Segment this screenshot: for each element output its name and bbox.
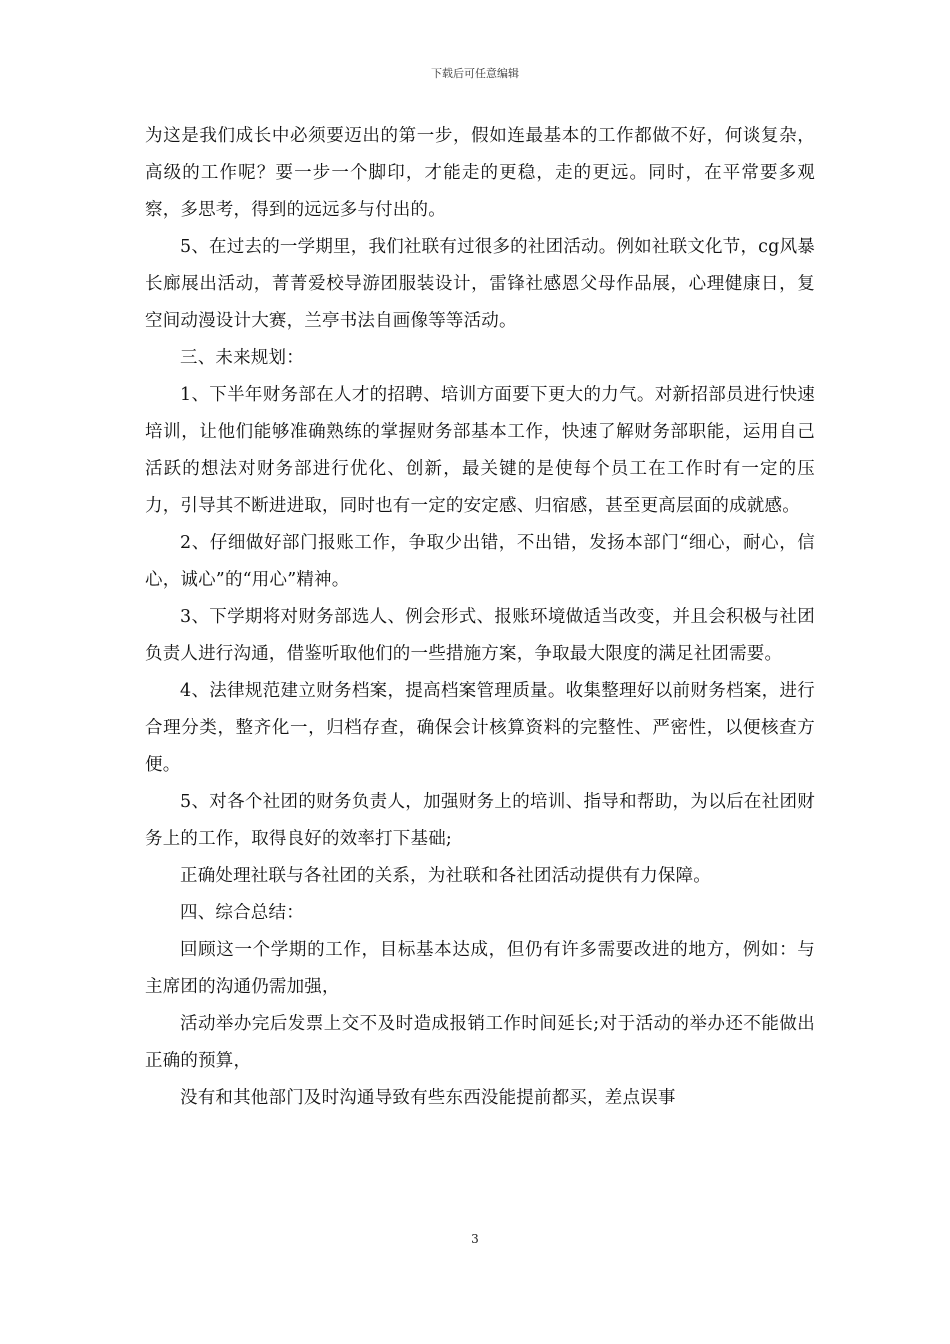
paragraph-plan-5: 5、对各个社团的财务负责人，加强财务上的培训、指导和帮助，为以后在社团财务上的工作，取得良好的效率打下基础;	[145, 792, 815, 849]
section-heading-summary: 四、综合总结：	[180, 903, 304, 923]
paragraph-activities: 5、在过去的一学期里，我们社联有过很多的社团活动。例如社联文化节，cg风暴长廊展出活动，菁菁爱校导游团服装设计，雷锋社感恩父母作品展，心理健康日，复空间动漫设计大赛，兰亭书法自画像等等活动。	[145, 237, 815, 331]
paragraph-plan-1: 1、下半年财务部在人才的招聘、培训方面要下更大的力气。对新招部员进行快速培训，让他们能够准确熟练的掌握财务部基本工作，快速了解财务部职能，运用自己活跃的想法对财务部进行优化、创新，最关键的是使每个员工在工作时有一定的压力，引导其不断进进取，同时也有一定的安定感、归宿感，甚至更高层面的成就感。	[145, 385, 815, 516]
paragraph-summary-2: 活动举办完后发票上交不及时造成报销工作时间延长;对于活动的举办还不能做出正确的预算，	[145, 1014, 815, 1071]
paragraph-continuation: 为这是我们成长中必须要迈出的第一步，假如连最基本的工作都做不好，何谈复杂，高级的工作呢？要一步一个脚印，才能走的更稳，走的更远。同时，在平常要多观察，多思考，得到的远远多与付出的。	[145, 126, 815, 220]
paragraph-plan-4: 4、法律规范建立财务档案，提高档案管理质量。收集整理好以前财务档案，进行合理分类，整齐化一，归档存查，确保会计核算资料的完整性、严密性，以便核查方便。	[145, 681, 815, 775]
paragraph-relations: 正确处理社联与各社团的关系，为社联和各社团活动提供有力保障。	[180, 866, 711, 886]
section-heading-future-plan: 三、未来规划：	[180, 348, 304, 368]
paragraph-plan-3: 3、下学期将对财务部选人、例会形式、报账环境做适当改变，并且会积极与社团负责人进行沟通，借鉴听取他们的一些措施方案，争取最大限度的满足社团需要。	[145, 607, 815, 664]
page-header: 下载后可任意编辑	[431, 67, 519, 80]
paragraph-plan-2: 2、仔细做好部门报账工作，争取少出错，不出错，发扬本部门“细心，耐心，信心，诚心”的“用心”精神。	[145, 533, 815, 590]
document-body	[145, 118, 815, 1117]
paragraph-summary-3: 没有和其他部门及时沟通导致有些东西没能提前都买，差点误事	[180, 1088, 676, 1108]
page-number: 3	[471, 1232, 479, 1246]
paragraph-summary-1: 回顾这一个学期的工作，目标基本达成，但仍有许多需要改进的地方，例如：与主席团的沟通仍需加强，	[145, 940, 815, 997]
